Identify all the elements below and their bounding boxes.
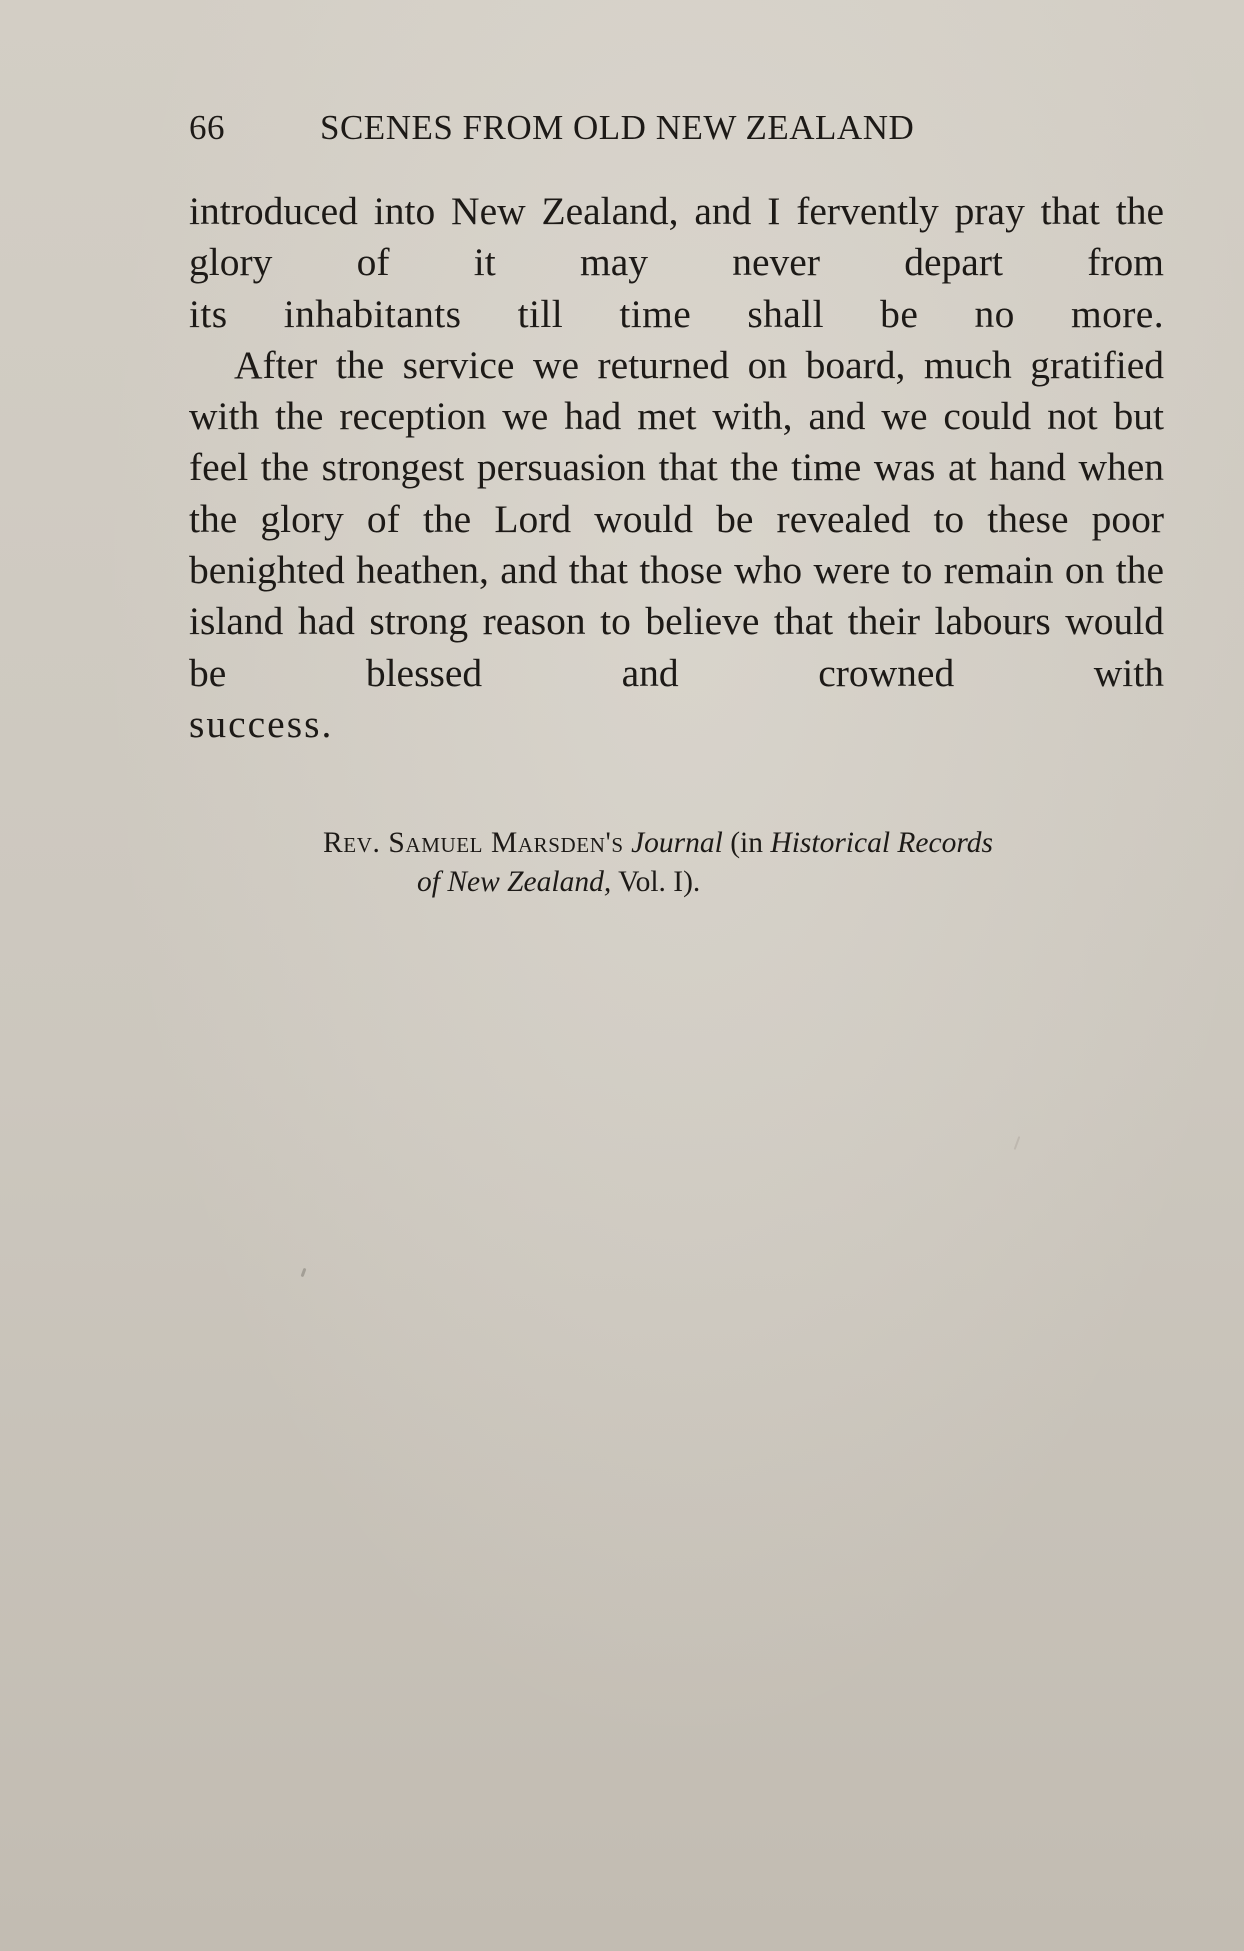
text-line-last: its inhabitants till time shall be no more. <box>189 291 1164 336</box>
citation-work: Journal <box>631 827 723 859</box>
citation-author: Rev. Samuel Marsden's <box>323 827 624 859</box>
text-line: labours would be blessed and crowned with <box>189 599 1164 695</box>
text-line: After the service we returned on board, much <box>234 342 1012 387</box>
body-text <box>189 186 1164 750</box>
citation-line-2 <box>323 863 1123 902</box>
paper-speck <box>301 1268 307 1277</box>
text-line: introduced into New Zealand, and I fervently <box>189 189 939 233</box>
text-line: Lord would be revealed to these poor benighted <box>189 496 1165 593</box>
citation <box>323 824 1123 902</box>
paragraph-2 <box>189 340 1164 750</box>
text-line: heathen, and that those who were to remain on <box>356 548 1105 593</box>
citation-open-paren: (in <box>730 827 764 859</box>
text-line: pray that the glory of it may never depart from <box>189 189 1165 285</box>
page-number: 66 <box>189 108 225 147</box>
paragraph-1 <box>189 186 1164 340</box>
citation-source-title: Historical Records <box>770 827 993 859</box>
citation-source-title-cont: of New Zealand, <box>417 866 612 898</box>
running-title: SCENES FROM OLD NEW ZEALAND <box>320 108 915 147</box>
citation-volume: Vol. I). <box>618 866 701 898</box>
text-line-last: success. <box>189 701 334 746</box>
text-line: and we could not but feel the strongest persuasion <box>189 394 1165 490</box>
text-line: that the time was at hand when the glory of the <box>189 445 1165 541</box>
running-head <box>189 108 1039 154</box>
text-line: gratified with the reception we had met with, <box>189 342 1165 439</box>
text-line: the island had strong reason to believe that their <box>189 548 1165 644</box>
paper-speck <box>1014 1136 1021 1150</box>
